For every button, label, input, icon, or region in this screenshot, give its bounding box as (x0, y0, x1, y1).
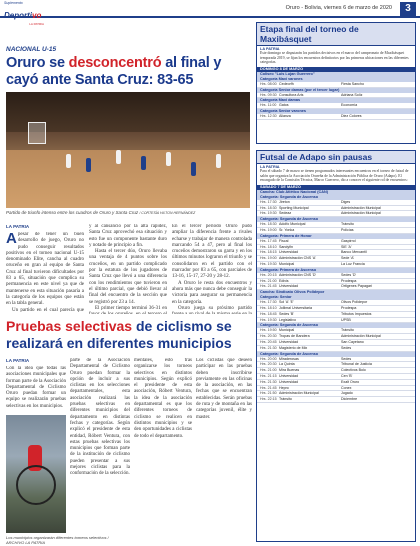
fixture-time: Hrs. 21:15 (260, 373, 277, 378)
fixture-team-home: Administración CNS 'A' (279, 256, 316, 261)
fixture-team-home: Legislativo (279, 317, 296, 322)
article1-caption-text: Partido de triunfo intenso entre los cuadros de Oruro y Santa Cruz (6, 210, 139, 215)
fixture-team-home: Administración CNS 'D' (279, 272, 317, 277)
logo-brand (4, 11, 41, 20)
fixture-team-away: Gaspirrol (341, 238, 356, 243)
article1-column-1 (6, 232, 84, 314)
fixture-time: Hrs. 17:30 (260, 300, 277, 305)
fixture-time: Hrs. 21:00 (260, 368, 277, 373)
fixture-category: Categoría: Senior (257, 295, 415, 300)
article2-column-2 (70, 358, 130, 534)
maxibasquet-byline: LA PATRIA (260, 47, 280, 51)
article2-column-4 (196, 358, 252, 534)
article1-column-3 (172, 224, 252, 314)
fixture-team-home: Municipal (279, 328, 295, 333)
fixture-team-away: San Cayetano (341, 339, 364, 344)
fixture-team-home: Universidad (279, 250, 298, 255)
fixture-team-away: Exalt Oruro (341, 379, 360, 384)
fixture-category: Categoría: Primera de Honor (257, 234, 415, 239)
fixture-team-home: Universidad (279, 379, 298, 384)
basketball-photo (6, 92, 250, 208)
fixture-time: Hrs. 21:00 (260, 278, 277, 283)
futsal-date: SÁBADO 7 DE MARZO (257, 185, 415, 190)
dropcap: A (6, 232, 17, 247)
fixture-category: Categoría Senior damas (por el tercer lugar) (257, 88, 415, 93)
fixture-team-away: Diciembre (341, 397, 358, 402)
fixture-time: Hrs. 19:30 (260, 261, 277, 266)
fixture-team-away: La Luz Francia (341, 261, 365, 266)
fixture-time: Hrs. 19:50 (260, 328, 277, 333)
article1-headline-b: al final y cayó ante Santa Cruz: 83-65 (6, 55, 222, 88)
logo-sub-text: LA PATRIA (29, 22, 44, 26)
fixture-time: Hrs. 17:45 (260, 238, 277, 243)
fixture-time: Hrs. 18:30 (260, 205, 277, 210)
article2-col1-text: Con la idea que todas las asociaciones municipales que forman parte de la Asociación Departamental de Ciclismo Oruro puedan formar un equipo se realizarán pruebas selectivas en los municipios. (6, 366, 66, 409)
fixture-team-home: Cedeorfh (279, 81, 294, 86)
fixture-time: Hrs. 20:15 (260, 272, 277, 277)
fixture-time: Hrs. 18:45 (260, 311, 277, 316)
futsal-box (256, 150, 416, 542)
fixture-team-home: Edivis (279, 278, 289, 283)
futsal-intro: Para el sábado 7 de marzo se tienen programados interesantes encuentros en el torneo de futsal de salón que organiza la Asociación Orureña de la Administración Pública de Oruro (Adapo). El encargado de la Comisión Técnica, Marco Guerrero, dio a conocer el siguiente rol de encuentros: (260, 169, 409, 183)
fixture-team-home: Municipal (279, 261, 295, 266)
fixture-time: Hrs. 19:30 (260, 317, 277, 322)
article2-col4-text: Los ciclistas que deseen participar en las pruebas deben inscribirse previamente en las oficinas de la asociación, en las fechas que se encuentran establecidas. Serán pruebas de ruta y de montaña en las categorías juvenil, élite y master. (196, 358, 252, 420)
fixture-team-home: Universidad (279, 373, 298, 378)
fixture-team-away: Administración Municipal (341, 205, 381, 210)
logo-top-text: Suplemento (4, 1, 23, 5)
fixture-time: Hrs. 11:00 (260, 103, 277, 108)
fixture-team-away: Diges (341, 199, 351, 204)
fixture-time: Hrs. 09:30 (260, 92, 277, 97)
fixture-team-home: Sandyfin (279, 244, 293, 249)
fixture-time: Hrs. 18:10 (260, 305, 277, 310)
fixture-team-home: Sedes 'B' (279, 311, 294, 316)
fixture-team-home: Sporting Municipal (279, 205, 309, 210)
article1-byline: LA PATRIA (6, 224, 30, 229)
photo-hoop (28, 122, 46, 144)
futsal-fixtures (257, 190, 415, 403)
fixture-team-away: Sede 'A' (341, 256, 355, 261)
fixture-team-away: Sedes (341, 345, 352, 350)
fixture-team-home: Consultora Aris (279, 92, 304, 97)
fixture-team-home: Sol 'A' 'E' (279, 300, 294, 305)
fixture-category: Categoría: Segunda de Ascenso (257, 217, 415, 222)
fixture-category: Categoría: Segunda de Ascenso (257, 195, 415, 200)
fixture-category: Categoría: Segunda de Ascenso (257, 323, 415, 328)
fixture-time: Hrs. 21:45 (260, 284, 277, 289)
fixture-team-home: Gatos (279, 103, 289, 108)
fixture-row (257, 114, 415, 120)
article2-caption-text: Los municipios organizarán diferentes torneos selectivos (6, 535, 107, 540)
article2-column-1 (6, 366, 66, 412)
maxibasquet-intro: Este domingo se disputarán los partidos decisivos en el marco del campeonato de Maxibásquet temporada 2019, se fijan los encuentros definitorios por las primeras ubicaciones en las diferentes categorías. (260, 51, 409, 65)
fixture-team-home: Universidad (279, 339, 298, 344)
fixture-team-home: Jollimal Universitaria (279, 305, 312, 310)
fixture-time: Hrs. 18:15 (260, 250, 277, 255)
article1-col2c-text: El primer tiempo terminó 36-31 en (95, 305, 167, 311)
fixture-team-away: Sedes 'D' (341, 272, 357, 277)
fixture-team-away: Tránsito (341, 222, 354, 227)
fixture-team-away: Conex (341, 385, 352, 390)
player-figure (191, 162, 196, 176)
fixture-team-away: Banco Mercantil (341, 250, 367, 255)
player-figure (66, 154, 71, 168)
fixture-team-home: Fiscal (279, 238, 289, 243)
article2-col2-text: parte de la Asociación Departamental de Ciclismo Oruro puedan formar la opción de incluir a sus ciclistas en los selecciones departamentales, esta asociación realizará las pruebas selectivas en diferentes municipios del departamento en distintas fechas y categorías. Según explicó el presidente de esta entidad, Róbert Ventura, con estas pruebas selectivas los municipios que forman parte de la institución de ciclismo pueden presentar a sus mejores ciclistas para la conformación de la selección. (70, 358, 130, 477)
fixture-team-away: Administración Municipal (341, 334, 381, 339)
maxibasquet-date: DOMINGO 8 DE MARZO (257, 67, 415, 72)
fixture-team-away: SIE 'A' (341, 244, 352, 249)
fixture-team-away: Prodespa (341, 278, 357, 283)
fixture-time: Hrs. 20:00 (260, 356, 277, 361)
article1-headline-highlight: desconcentró (68, 55, 162, 71)
fixture-team-away: Tributos Impuestos (341, 311, 372, 316)
article1-col2b-text: Hasta el tercer dúo, Oruro llevaba una ventaja de 4 puntos sobre los cruceños, en un partido complicado por la estatura de los jugadores de Santa Cruz que llevó a una diferencia con los rendimientos que tuvieron en el último parcial, que debió llevar al final del encuentro de la sección que se registró por 23 a 14. (89, 249, 167, 305)
fixture-team-home: Alianza (279, 114, 291, 119)
fixture-team-home: Magisterio de Mix (279, 345, 308, 350)
fixture-time: Hrs. 18:30 (260, 222, 277, 227)
player-figure (86, 158, 91, 172)
photo-bike-wheel (16, 465, 56, 505)
fixture-category: Cancha: Club Atlético Nacional (CAN) (257, 190, 415, 195)
fixture-team-home: Jireton (279, 199, 290, 204)
fixture-time: Hrs. 08:00 (260, 81, 277, 86)
fixture-team-home: Universidad (279, 284, 298, 289)
right-column (256, 22, 416, 542)
article2-byline: LA PATRIA (6, 358, 30, 363)
logo-brand-b: vo (32, 11, 42, 20)
dateline: Oruro - Bolivia, viernes 6 de marzo de 2020 (285, 5, 392, 11)
fixture-team-away: Economía (341, 103, 358, 108)
fixture-time: Hrs. 21:30 (260, 345, 277, 350)
article1-col1b-text: Un partido en el cual parecía que (12, 307, 84, 313)
fixture-team-away: Olivos Polidepor (341, 300, 368, 305)
fixture-time: Hrs. 19:00 (260, 227, 277, 232)
maxibasquet-title: Etapa final del torneo de Maxibásquet (257, 23, 415, 46)
article1-headline-a: Oruro se (6, 55, 69, 71)
fixture-team-away: Colectivos Bolo (341, 368, 366, 373)
photo-court (6, 150, 250, 208)
fixture-time: Hrs. 20:30 (260, 362, 277, 367)
futsal-byline: LA PATRIA (260, 165, 280, 169)
fixture-time: Hrs. 21:50 (260, 391, 277, 396)
fixture-team-away: UPSB (341, 317, 351, 322)
masthead (0, 0, 420, 26)
article2-headline-b: de ciclismo se realizará en diferentes municipios (6, 318, 232, 351)
cycling-photo (6, 415, 66, 533)
player-figure (116, 150, 121, 164)
fixture-time: Hrs. 17:30 (260, 199, 277, 204)
fixture-team-home: Tránsito (279, 397, 292, 402)
article1-col3c-text: Oruro juega su próximo partido (178, 305, 252, 311)
player-figure (216, 154, 221, 168)
article1-caption-credit: / CORTESÍA HILTON HERNÁNDEZ (139, 211, 196, 215)
fixture-team-away: Diez Colores (341, 114, 362, 119)
fixture-category: Categoría: Segunda de Ascenso (257, 352, 415, 357)
fixture-category: Categoría Maxi varones (257, 77, 415, 82)
player-figure (141, 156, 146, 170)
article2-column-3 (134, 358, 192, 534)
article1-col3b-text: A Oruro le resta dos encuentros y ahora más que nunca debe conseguir la victoria para asegurar su permanencia en la categoría. (172, 280, 252, 305)
fixture-team-away: Tránsito (341, 328, 354, 333)
fixture-time: Hrs. 19:00 (260, 256, 277, 261)
page-number: 3 (400, 2, 416, 16)
fixture-team-away: Sedes (341, 356, 352, 361)
fixture-team-home: Mira Buenas (279, 368, 300, 373)
fixture-row (257, 397, 415, 403)
article1-col2-text: y al cansancio por la alta rapidez, Santa Cruz aprovechó esa situación y esto fue un componente bastante duro y notado de principio a fin. (89, 224, 167, 248)
article1-col3-text: En el tercer período Oruro pudo ampliar la diferencia frente a rivales echarse y trabajar de manera controlada marcando 54 a 47, pero al final los cruceños demostraron su garra y en los últimos minutos lograron el triunfo y se consolidaron en el partido con el marcador por 83 a 65, con parciales de 13-16, 15-17, 27-20 y 28-12. (172, 224, 252, 280)
fixture-team-away: Cen 'B' (341, 373, 353, 378)
supplement-logo (4, 1, 44, 26)
fixture-category: Categoría: Primera de Ascenso (257, 268, 415, 273)
player-figure (166, 152, 171, 166)
logo-brand-a: Deporti (4, 11, 32, 20)
fixture-team-home: Sedeaz (279, 211, 292, 216)
maxibasquet-court: Coliseo "Luis Lujan Guerrero" (257, 72, 415, 77)
fixture-team-away: Ortigenes Papagari (341, 284, 372, 289)
fixture-team-home: Miraderosas (279, 356, 299, 361)
fixture-team-away: Administración Municipal (341, 211, 381, 216)
futsal-title: Futsal de Adapo sin pausas (257, 151, 415, 164)
fixture-category: Categoría Maxi damas (257, 98, 415, 103)
fixture-time: Hrs. 20:30 (260, 334, 277, 339)
fixture-team-home: Administración Municipal (279, 391, 319, 396)
article2-headline-highlight: Pruebas selectivas (6, 318, 133, 334)
fixture-team-away: Policías (341, 227, 354, 232)
fixture-category: Cancha: Sindicato Olivos Polidepor (257, 290, 415, 295)
fixture-time: Hrs. 21:30 (260, 379, 277, 384)
fixture-team-away: Prodespa (341, 305, 357, 310)
fixture-time: Hrs. 20:45 (260, 339, 277, 344)
fixture-team-home: Hepro (279, 385, 289, 390)
maxibasquet-fixtures (257, 77, 415, 120)
fixture-team-home: Tropas de Bandera (279, 334, 310, 339)
article1-caption (6, 210, 250, 215)
article2-headline (6, 318, 252, 352)
article1-column-2 (89, 224, 167, 314)
fixture-team-away: Fiesta Sancho (341, 81, 364, 86)
article2-caption-credit: / ARCHIVO LA PATRIA (6, 535, 109, 545)
fixture-time: Hrs. 18:10 (260, 244, 277, 249)
fixture-team-away: Adriana Solíz (341, 92, 363, 97)
article2-col3-text: mentales, esto tras organizarse los torneos selectivos en distintos municipios. Según explicó el presidente de esta asociación, Róbert Ventura, la idea de la asociación departamental es que los diferentes torneos de ciclismo se realicen en distintos municipios y se den oportunidades a ciclistas de todo el departamento. (134, 358, 192, 439)
article2-caption (6, 535, 126, 545)
fixture-team-home: Sr. Yonka (279, 227, 295, 232)
fixture-category: Categoría Senior varones (257, 109, 415, 114)
fixture-team-home: Adolfo Municipal (279, 222, 306, 227)
fixture-time: Hrs. 22:15 (260, 397, 277, 402)
fixture-team-home: La Quinta (279, 362, 295, 367)
fixture-team-away: Jugado (341, 391, 353, 396)
fixture-time: Hrs. 12:30 (260, 114, 277, 119)
article1-kicker: NACIONAL U-15 (6, 46, 57, 53)
article1-col1-text: pesar de tener un buen desarrollo de juego, Oruro no pudo conseguir resultados positivos en el torneo nacional U-15 denominado Elite, cancha al cuadro oruceño en gran al equipo de Santa Cruz al final tuvieron dificultades por 83 a 65, situación que complica su permanencia en este nivel ya que de mantenerse en esta situación pasaría a la categoría de los equipos que están en la tabla general. (6, 232, 84, 307)
fixture-time: Hrs. 19:30 (260, 211, 277, 216)
maxibasquet-box (256, 22, 416, 144)
fixture-team-away: Tribunal de Justicia (341, 362, 372, 367)
fixture-time: Hrs. 21:45 (260, 385, 277, 390)
article1-headline (6, 55, 251, 89)
